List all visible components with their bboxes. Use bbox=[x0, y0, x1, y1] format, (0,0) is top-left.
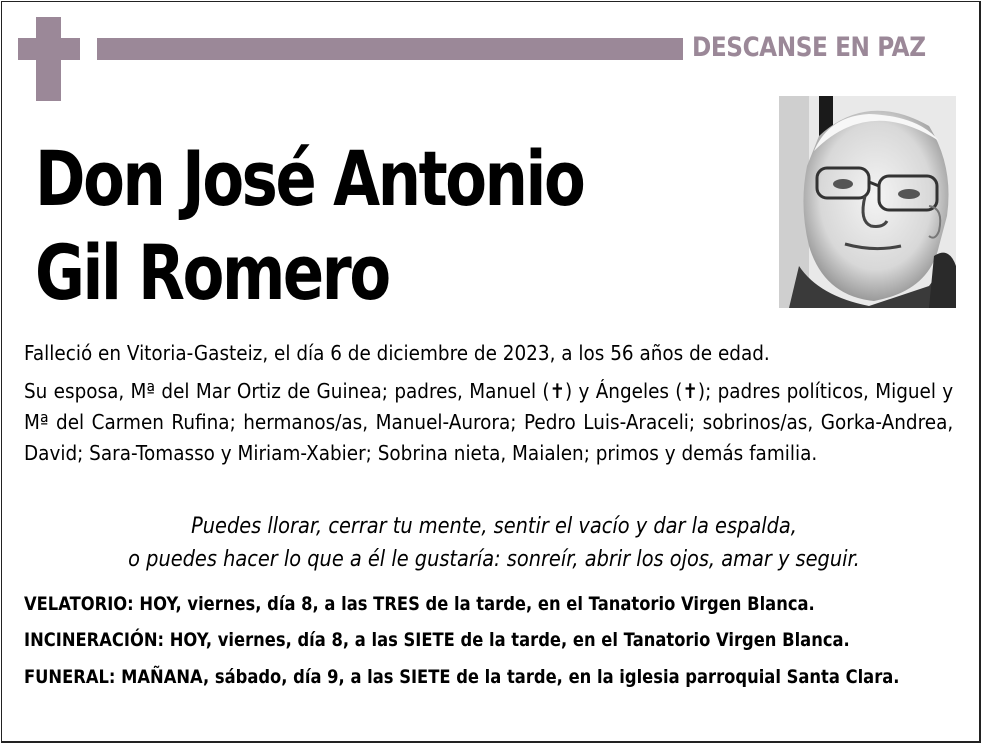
name-line-2: Gil Romero bbox=[35, 228, 389, 317]
death-notice: Falleció en Vitoria-Gasteiz, el día 6 de diciembre de 2023, a los 56 años de edad. bbox=[24, 341, 770, 365]
memorial-quote bbox=[59, 510, 928, 576]
quote-line-2: o puedes hacer lo que a él le gustaría: sonreír, abrir los ojos, amar y seguir. bbox=[128, 547, 860, 572]
service-cremation: INCINERACIÓN: HOY, viernes, día 8, a las SIETE de la tarde, en el Tanatorio Virgen Blanca. bbox=[24, 629, 850, 651]
header-rule bbox=[97, 38, 683, 60]
portrait-photo bbox=[779, 96, 956, 308]
quote-line-1: Puedes llorar, cerrar tu mente, sentir el vacío y dar la espalda, bbox=[191, 514, 797, 539]
service-funeral: FUNERAL: MAÑANA, sábado, día 9, a las SIETE de la tarde, en la iglesia parroquial Santa Clara. bbox=[24, 666, 900, 688]
tagline: DESCANSE EN PAZ bbox=[692, 32, 926, 63]
cross-horizontal-bar bbox=[18, 38, 80, 60]
deceased-name bbox=[35, 132, 583, 320]
name-line-1: Don José Antonio bbox=[35, 134, 584, 223]
family-list: Su esposa, Mª del Mar Ortiz de Guinea; padres, Manuel (✝) y Ángeles (✝); padres políticos, Miguel y Mª del Carmen Rufina; hermanos/as, Manuel-Aurora; Pedro Luis-Araceli; sobrinos/as, Gorka-Andrea, David; Sara-Tomasso y Miriam-Xabier; Sobrina nieta, Maialen; primos y demás familia. bbox=[24, 379, 954, 465]
service-wake: VELATORIO: HOY, viernes, día 8, a las TRES de la tarde, en el Tanatorio Virgen Blanca. bbox=[24, 593, 815, 615]
